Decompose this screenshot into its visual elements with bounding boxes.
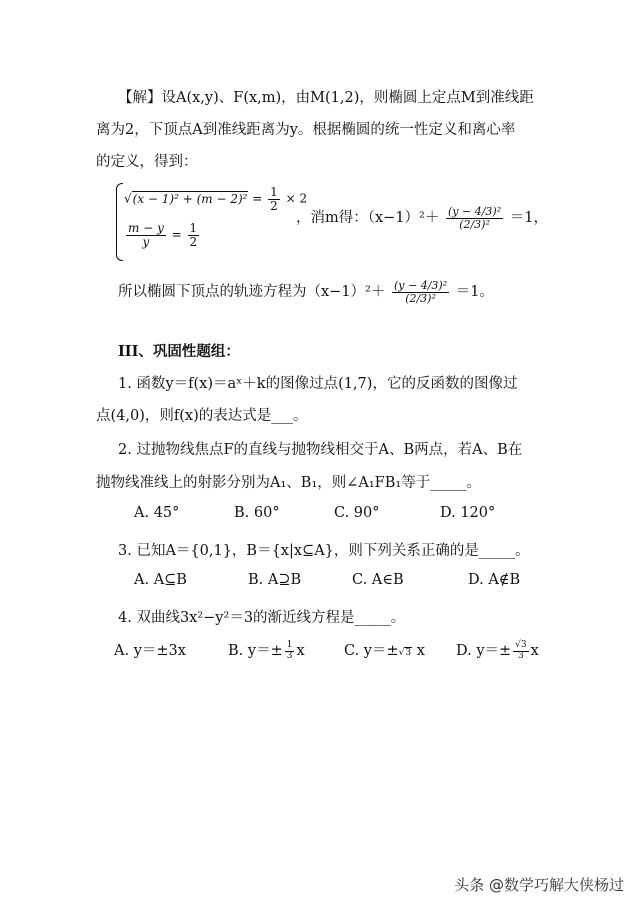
question-4-option-a: A. y＝±3x [114,643,186,659]
question-4-option-b: B. y＝± $\frac{1}{3}$ x [228,640,305,661]
conclusion-line: 所以椭圆下顶点的轨迹方程为（x−1）²＋ $\frac{\text{(y − 4/3)²}}{\text{(2/3)²}}$ ＝1。 [118,279,494,305]
sqrt3-symbol: √3 [398,648,412,658]
system-brace [116,183,123,261]
solution-line-3: 的定义，得到： [96,154,198,170]
question-2-option-a: A. 45° [134,505,180,521]
question-2-option-b: B. 60° [234,505,280,521]
half-fraction: $\frac{1}{2}$ [270,185,278,213]
question-1-line-1: 1. 函数y＝f(x)＝aˣ＋k的图像过点(1,7)，它的反函数的图像过 [118,376,518,392]
question-3-option-c: C. A∈B [352,572,404,588]
question-3-option-a: A. A⊆B [134,572,187,588]
question-2-line-1: 2. 过抛物线焦点F的直线与抛物线相交于A、B两点，若A、B在 [118,442,523,458]
system-equation-1: √(x − 1)² + (m − 2)² = $\frac{1}{2}$ × 2 [124,185,308,213]
question-4-option-d: D. y＝± $\frac{√3}{3}$ x [456,640,539,661]
question-2-line-2: 抛物线准线上的射影分别为A₁、B₁，则∠A₁FB₁等于_____。 [96,475,481,491]
solution-line-1: 【解】设A(x,y)、F(x,m)，由M(1,2)，则椭圆上定点M到准线距 [118,90,534,106]
question-1-line-2: 点(4,0)，则f(x)的表达式是___。 [96,408,308,424]
section-title: III、巩固性题组： [118,343,240,360]
question-2-option-d: D. 120° [440,505,496,521]
result-fraction: $\frac{\text{(y − 4/3)²}}{\text{(2/3)²}}$ [447,205,502,231]
solution-line-2: 离为2，下顶点A到准线距离为y。根据椭圆的统一性定义和离心率 [96,122,516,138]
one-third-fraction: $\frac{1}{3}$ [286,640,293,661]
sqrt3-over-3-fraction: $\frac{√3}{3}$ [515,640,527,661]
ratio-fraction: $\frac{m - y}{y}$ [128,221,164,249]
question-2-option-c: C. 90° [334,505,380,521]
eliminate-text: ，消m得：（x−1）²＋ $\frac{\text{(y − 4/3)²}}{\text{(2/3)²}}$ ＝1， [296,205,548,231]
half-fraction-2: $\frac{1}{2}$ [189,221,198,249]
times-two: × 2 [285,191,308,206]
question-4-option-c: C. y＝±√3 x [344,643,425,659]
system-equation-2: $\frac{m - y}{y}$ = $\frac{1}{2}$ [128,221,198,249]
question-4-line-1: 4. 双曲线3x²−y²＝3的渐近线方程是_____。 [118,610,406,626]
question-3-option-b: B. A⊇B [248,572,302,588]
question-3-line-1: 3. 已知A＝{0,1}，B＝{x|x⊆A}，则下列关系正确的是_____。 [118,543,530,559]
sqrt-expression: (x − 1)² + (m − 2)² [132,191,248,206]
conclusion-fraction: $\frac{\text{(y − 4/3)²}}{\text{(2/3)²}}$ [393,279,448,305]
watermark: 头条 @数学巧解大侠杨过 [454,876,624,894]
question-3-option-d: D. A∉B [468,572,521,588]
